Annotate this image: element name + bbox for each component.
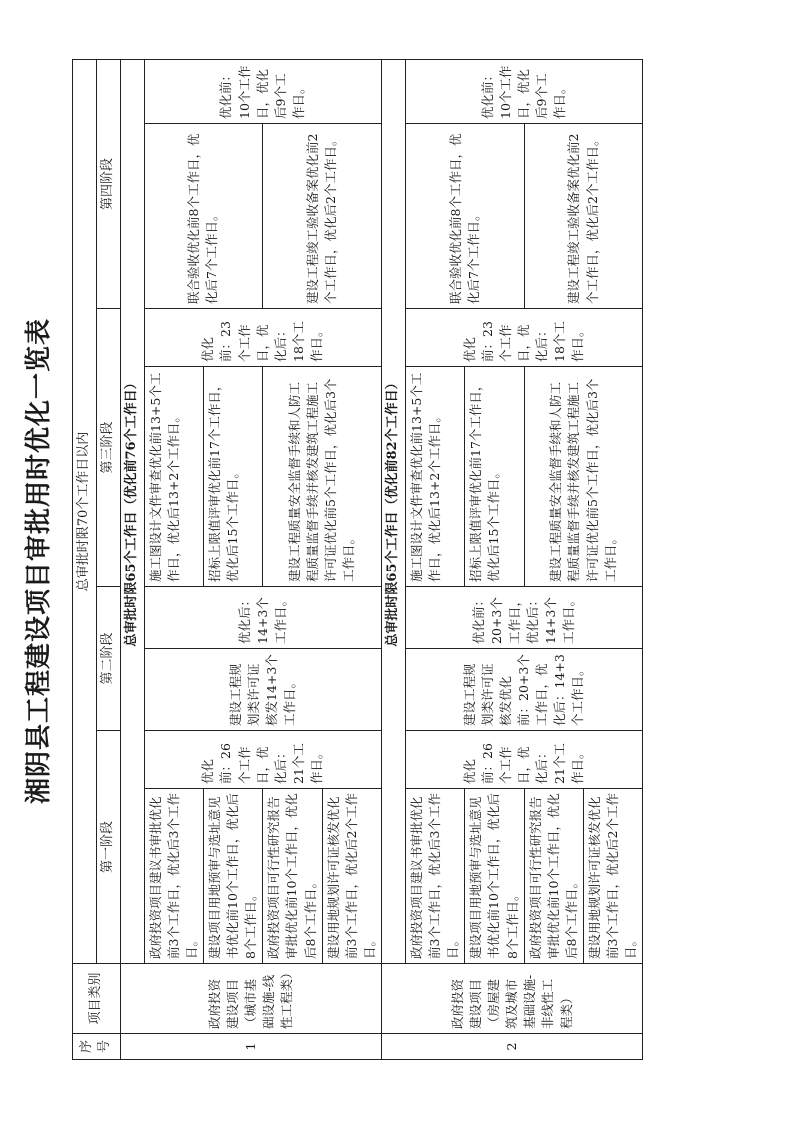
row2-line-c	[524, 59, 583, 1059]
row2-category: 政府投资建设项目（房屋建筑及城市基础设施-非线性工程类）	[382, 964, 643, 1034]
row1-line-c	[263, 59, 322, 1059]
row2-stage4-summary: 优化前：10个工作日，优化后9个工作日。	[405, 59, 643, 123]
row1-stage2-item: 建设工程规划类许可证核发14+3个工作日。	[144, 649, 382, 731]
row1-stage4-summary: 优化前：10个工作日，优化后9个工作日。	[144, 59, 382, 123]
row2-stage2-summary: 优化前：20+3个工作日，优化后：14+3个工作日。	[405, 587, 643, 649]
row2-stage1-item3: 政府投资项目可行性研究报告审批优化前10个工作日，优化后8个工作日。	[524, 789, 583, 964]
row2-stage3-item1: 施工图设计文件审查优化前13+5个工作日，优化后13+2个工作日。	[405, 367, 464, 587]
row2-stage4-item2: 建设工程竣工验收备案优化前2个工作日，优化后2个工作日。	[524, 124, 643, 309]
header-stage2: 第二阶段	[96, 587, 120, 731]
row2-stage1-item1: 政府投资项目建议书审批优化前3个工作日，优化后3个工作日。	[405, 789, 464, 964]
header-seq: 序号	[73, 1034, 121, 1060]
header-stage1: 第一阶段	[96, 731, 120, 964]
row1-stage1-item1: 政府投资项目建议书审批优化前3个工作日，优化后3个工作日。	[144, 789, 203, 964]
row2-stage4-item1: 联合验收优化前8个工作日，优化后7个工作日。	[405, 124, 524, 309]
row1-stage2-summary: 优化后：14+3个工作日。	[144, 587, 382, 649]
header-row-1	[73, 59, 97, 1059]
row2-stage1-item4: 建设用地规划许可证核发优化前3个工作日，优化后2个工作日。	[584, 789, 643, 964]
row1-stage4-item2: 建设工程竣工验收备案优化前2个工作日，优化后2个工作日。	[263, 124, 382, 309]
row2-line-a	[405, 59, 464, 1059]
page-title: 湘阴县工程建设项目审批用时优化一览表	[24, 318, 54, 805]
header-stage4: 第四阶段	[96, 59, 120, 308]
row2-seq: 2	[382, 1034, 643, 1060]
row2-stage1-item2: 建设项目用地预审与选址意见书优化前10个工作日，优化后8个工作日。	[465, 789, 524, 964]
row1-total: 总审批时限65个工作日（优化前76个工作日）	[120, 59, 144, 963]
header-category: 项目类别	[73, 964, 121, 1034]
row1-category: 政府投资建设项目（城市基础设施-线性工程类）	[120, 964, 381, 1034]
row2-stage3-item3: 建设工程质量安全监督手续和人防工程质量监督手续并核发建筑工程施工许可证优化前5个工作日，优化后3个工作日。	[524, 367, 643, 587]
row1-stage3-summary: 优化前：23个工作日，优化后：18个工作日。	[144, 309, 382, 367]
row2-stage3-summary: 优化前：23个工作日，优化后：18个工作日。	[405, 309, 643, 367]
row1-seq: 1	[120, 1034, 381, 1060]
row1-total-row	[120, 59, 144, 1059]
row1-stage3-item3: 建设工程质量安全监督手续和人防工程质量监督手续并核发建筑工程施工许可证优化前5个工作日，优化后3个工作日。	[263, 367, 382, 587]
header-stage3: 第三阶段	[96, 309, 120, 587]
approval-table	[72, 59, 643, 1060]
row2-stage3-item2: 招标上限值评审优化前17个工作日，优化后15个工作日。	[465, 367, 524, 587]
row2-stage2-item: 建设工程规划类许可证核发优化前：20+3个工作日，优化后：14+3个工作日。	[405, 649, 643, 731]
row1-stage4-item1: 联合验收优化前8个工作日，优化后7个工作日。	[144, 124, 263, 309]
row1-stage1-item2: 建设项目用地预审与选址意见书优化前10个工作日，优化后8个工作日。	[203, 789, 262, 964]
row1-line-a	[144, 59, 203, 1059]
row1-stage3-item2: 招标上限值评审优化前17个工作日，优化后15个工作日。	[203, 367, 262, 587]
row1-stage1-item3: 政府投资项目可行性研究报告审批优化前10个工作日，优化后8个工作日。	[263, 789, 322, 964]
row1-stage1-item4: 建设用地规划许可证核发优化前3个工作日，优化后2个工作日。	[322, 789, 381, 964]
row1-stage3-item1: 施工图设计文件审查优化前13+5个工作日，优化后13+2个工作日。	[144, 367, 203, 587]
header-row-2	[96, 59, 120, 1059]
row2-total-row	[382, 59, 406, 1059]
row1-stage1-summary: 优化前：26个工作日，优化后：21个工作日。	[144, 731, 382, 789]
row2-stage1-summary: 优化前：26个工作日，优化后：21个工作日。	[405, 731, 643, 789]
header-total-limit: 总审批时限70个工作日以内	[73, 59, 97, 963]
row2-total: 总审批时限65个工作日（优化前82个工作日）	[382, 59, 406, 963]
